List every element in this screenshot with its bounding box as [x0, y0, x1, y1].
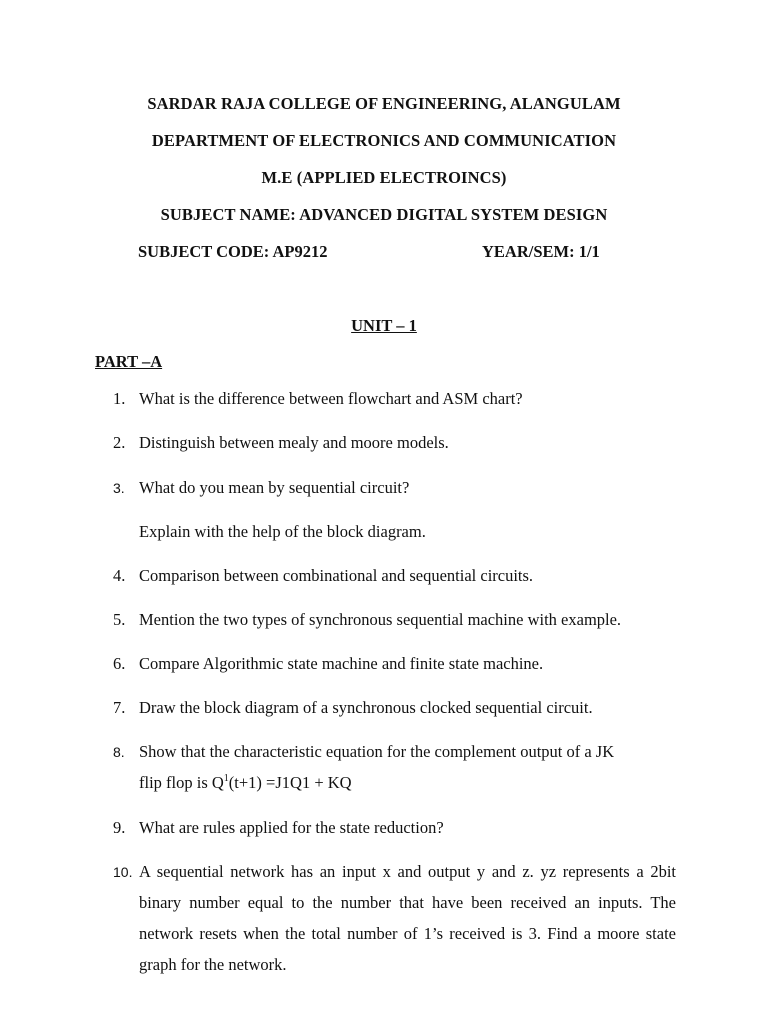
- question-text-line2: [139, 773, 352, 793]
- question-text: Explain with the help of the block diagram.: [139, 522, 426, 541]
- question-number: 6.: [113, 654, 126, 673]
- question-number: 3.: [113, 480, 125, 496]
- question-number: 4.: [113, 566, 126, 585]
- question-text: What are rules applied for the state reduction?: [139, 818, 444, 837]
- equation-superscript: 1: [223, 773, 229, 784]
- subject-code-row: [0, 242, 768, 262]
- question-text: What do you mean by sequential circuit?: [139, 478, 410, 497]
- part-title: PART –A: [95, 352, 163, 371]
- question-text: Comparison between combinational and sequential circuits.: [139, 566, 534, 585]
- subject-code: SUBJECT CODE: AP9212: [138, 242, 328, 261]
- question-number: 8.: [113, 744, 125, 760]
- year-sem: YEAR/SEM: 1/1: [482, 242, 600, 261]
- question-number: 7.: [113, 698, 126, 717]
- question-number: 9.: [113, 818, 126, 837]
- unit-title: UNIT – 1: [351, 316, 417, 335]
- equation-suffix: (t+1) =J1Q1 + KQ: [228, 773, 352, 792]
- question-text: Mention the two types of synchronous sequential machine with example.: [139, 610, 622, 629]
- question-text: Draw the block diagram of a synchronous clocked sequential circuit.: [139, 698, 593, 717]
- question-number: 5.: [113, 610, 126, 629]
- question-number: 2.: [113, 433, 126, 452]
- question-text: What is the difference between flowchart and ASM chart?: [139, 389, 523, 408]
- question-text: Show that the characteristic equation for the complement output of a JK: [139, 742, 615, 761]
- question-text: A sequential network has an input x and output y and z. yz represents a 2bit binary number equal to the number that have been received an inputs. The network resets when the total number of 1’s received is 3. Find a moore state graph for the network.: [139, 862, 676, 974]
- college-name: SARDAR RAJA COLLEGE OF ENGINEERING, ALANGULAM: [147, 94, 621, 113]
- question-number: 10.: [113, 864, 133, 880]
- department-name: DEPARTMENT OF ELECTRONICS AND COMMUNICATION: [151, 131, 617, 150]
- subject-name: SUBJECT NAME: ADVANCED DIGITAL SYSTEM DESIGN: [160, 205, 608, 224]
- question-text: Compare Algorithmic state machine and finite state machine.: [139, 654, 544, 673]
- question-number: 1.: [113, 389, 126, 408]
- question-text: Distinguish between mealy and moore models.: [139, 433, 449, 452]
- course-name: M.E (APPLIED ELECTROINCS): [261, 168, 507, 187]
- equation-prefix: flip flop is Q: [139, 773, 224, 792]
